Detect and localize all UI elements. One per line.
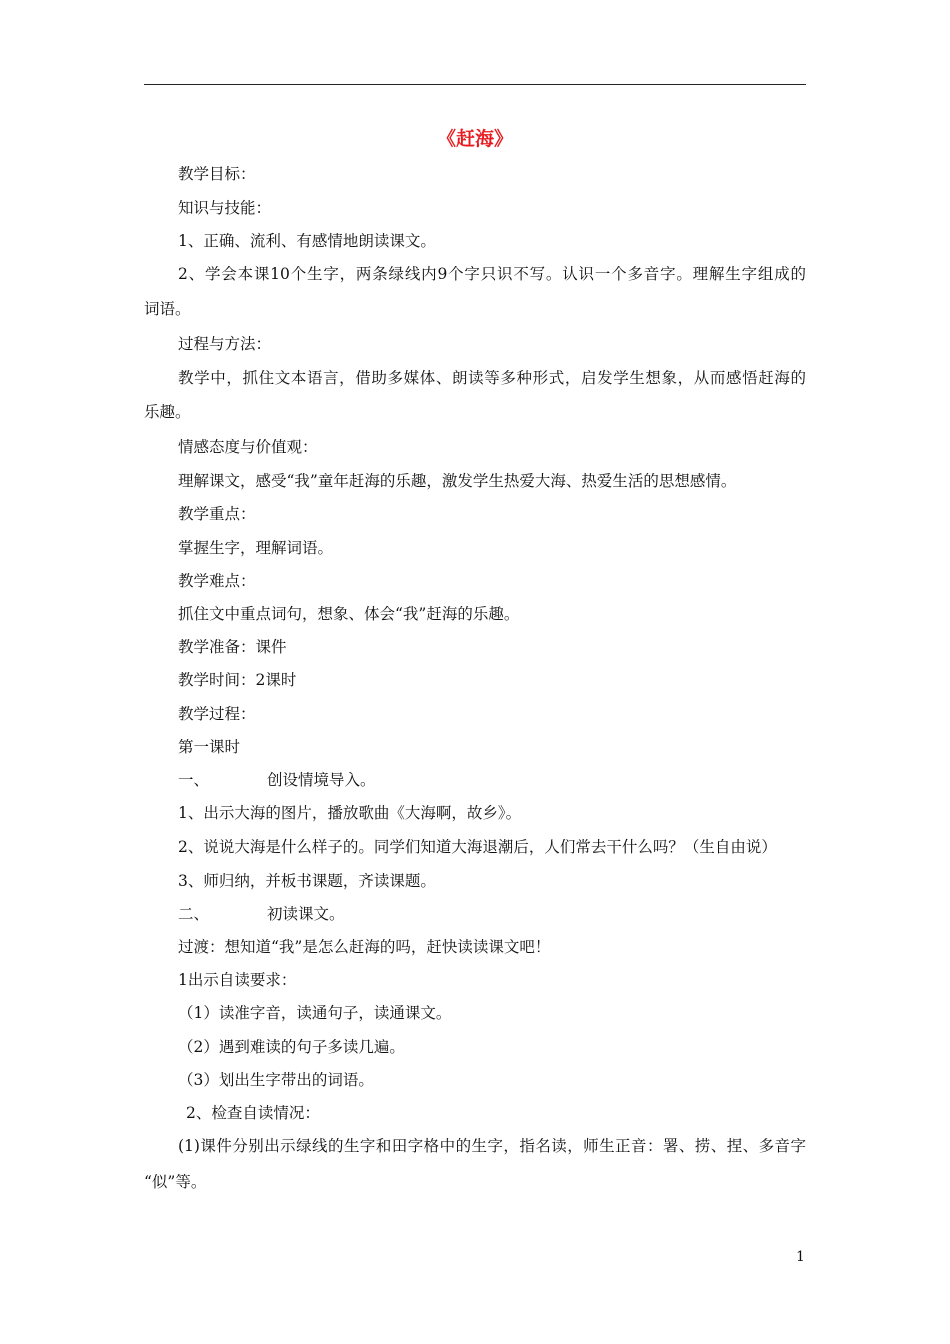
text-line: 1、出示大海的图片，播放歌曲《大海啊，故乡》。 [178,804,522,822]
text-line: 情感态度与价值观： [178,438,318,456]
section-title: 初读课文。 [267,905,345,923]
text-line: 教学准备：课件 [178,638,287,656]
text-line: 3、师归纳，并板书课题，齐读课题。 [178,872,436,890]
text-line: 第一课时 [178,738,241,756]
text-line: （2）遇到难读的句子多读几遍。 [178,1038,405,1056]
text-line: 抓住文中重点词句，想象、体会“我”赶海的乐趣。 [178,605,520,623]
text-line: 过程与方法： [178,335,272,353]
text-line: 教学重点： [178,505,256,523]
section-number: 一、 [178,771,210,789]
page-number: 1 [796,1249,805,1265]
text-line: 教学时间：2课时 [178,671,297,689]
document-title: 《赶海》 [436,128,513,150]
section-title: 创设情境导入。 [267,771,376,789]
text-line: 乐趣。 [144,403,191,421]
text-line: 过渡：想知道“我”是怎么赶海的吗，赶快读读课文吧！ [178,938,551,956]
section-heading [178,770,376,790]
text-line: 知识与技能： [178,199,272,217]
text-line: 1、正确、流利、有感情地朗读课文。 [178,232,436,250]
text-line: (1)课件分别出示绿线的生字和田字格中的生字，指名读，师生正音：署、捞、捏、多音字 [178,1137,806,1155]
text-line: 2、学会本课10个生字，两条绿线内9个字只识不写。认识一个多音字。理解生字组成的 [178,265,806,283]
text-line: 2、检查自读情况： [186,1104,320,1122]
text-line: “似”等。 [144,1173,207,1191]
text-line: 教学目标： [178,165,256,183]
text-line: 1出示自读要求： [178,971,297,989]
text-line: 词语。 [144,300,191,318]
text-line: （3）划出生字带出的词语。 [178,1071,374,1089]
text-line: 教学中，抓住文本语言，借助多媒体、朗读等多种形式，启发学生想象，从而感悟赶海的 [178,369,806,387]
text-line: 理解课文，感受“我”童年赶海的乐趣，激发学生热爱大海、热爱生活的思想感情。 [178,472,737,490]
text-line: 2、说说大海是什么样子的。同学们知道大海退潮后，人们常去干什么吗？（生自由说） [178,838,777,856]
text-line: 掌握生字，理解词语。 [178,539,334,557]
header-rule [144,84,806,85]
text-line: 教学难点： [178,572,256,590]
section-number: 二、 [178,905,210,923]
text-line: 教学过程： [178,705,256,723]
text-line: （1）读准字音，读通句子，读通课文。 [178,1004,452,1022]
section-heading [178,904,345,924]
